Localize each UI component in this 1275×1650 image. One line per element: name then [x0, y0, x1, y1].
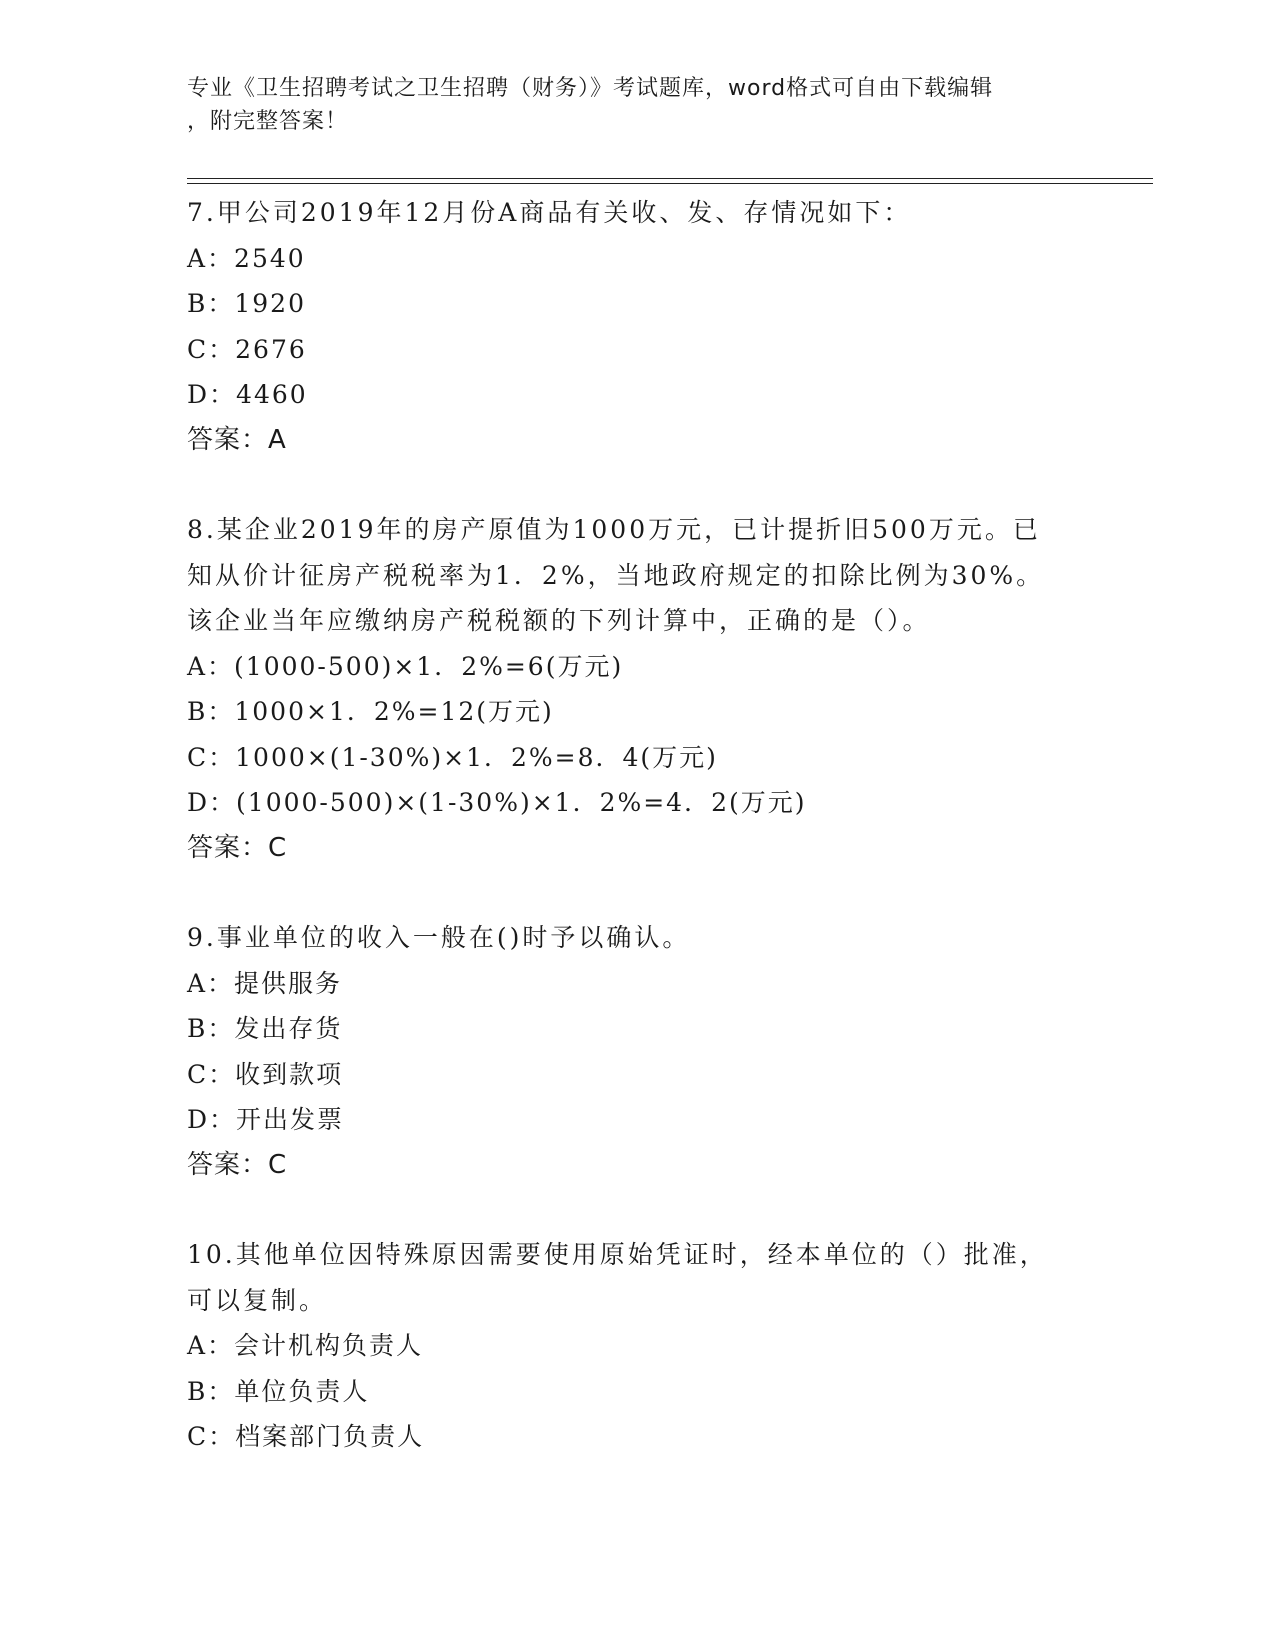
header-line-2: ，附完整答案！: [187, 109, 349, 134]
question-stem: 7.甲公司2019年12月份A商品有关收、发、存情况如下：: [187, 198, 912, 227]
option-a: A：会计机构负责人: [187, 1331, 424, 1360]
option-d: D：(1000-500)×(1-30%)×1．2%=4．2(万元): [187, 788, 807, 817]
question-stem-line-3: 该企业当年应缴纳房产税税额的下列计算中，正确的是（）。: [187, 606, 931, 635]
option-a: A：(1000-500)×1．2%=6(万元): [187, 651, 624, 681]
option-c: C：1000×(1-30%)×1．2%=8．4(万元): [187, 742, 718, 772]
answer: 答案：A: [187, 424, 287, 455]
document-header: [187, 72, 1067, 138]
question-9: [187, 915, 1087, 1188]
question-8: [187, 507, 1087, 871]
option-c: C：档案部门负责人: [187, 1422, 425, 1451]
option-c: C：收到款项: [187, 1059, 344, 1089]
question-stem: 9.事业单位的收入一般在()时予以确认。: [187, 923, 691, 952]
question-7: [187, 190, 1087, 463]
option-d: D：4460: [187, 380, 308, 409]
header-divider-bottom: [187, 183, 1153, 184]
option-c: C：2676: [187, 334, 307, 364]
answer: 答案：C: [187, 832, 288, 863]
answer: 答案：C: [187, 1149, 288, 1180]
question-stem-line-1: 10.其他单位因特殊原因需要使用原始凭证时，经本单位的（）批准，: [187, 1240, 1048, 1269]
option-a: A：提供服务: [187, 968, 343, 998]
option-a: A：2540: [187, 243, 306, 273]
option-b: B：发出存货: [187, 1014, 343, 1043]
option-d: D：开出发票: [187, 1105, 345, 1134]
header-divider-top: [187, 178, 1153, 179]
option-b: B：1000×1．2%=12(万元): [187, 697, 554, 726]
header-line-1: 专业《卫生招聘考试之卫生招聘（财务）》考试题库，word格式可自由下载编辑: [187, 76, 994, 101]
question-stem-line-2: 可以复制。: [187, 1285, 328, 1315]
question-stem-line-2: 知从价计征房产税税率为1．2%，当地政府规定的扣除比例为30%。: [187, 560, 1045, 590]
option-b: B：单位负责人: [187, 1376, 370, 1406]
question-10: [187, 1232, 1087, 1460]
question-stem-line-1: 8.某企业2019年的房产原值为1000万元，已计提折旧500万元。已: [187, 515, 1041, 544]
question-list: [187, 190, 1087, 1504]
option-b: B：1920: [187, 289, 306, 318]
